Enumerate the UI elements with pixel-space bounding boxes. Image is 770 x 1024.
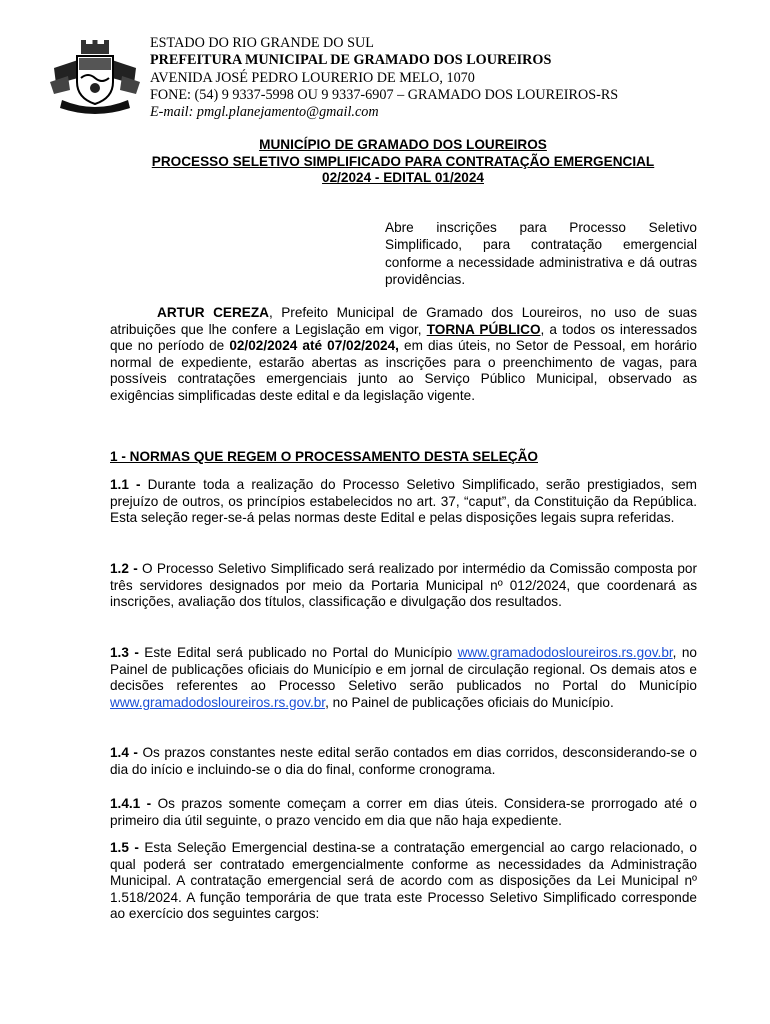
portal-link[interactable]: www.gramadodosloureiros.rs.gov.br (110, 694, 326, 710)
paragraph-number: 1.3 - (110, 645, 139, 660)
torna-publico: TORNA PÚBLICO (426, 321, 541, 337)
paragraph-1-2 (110, 561, 697, 611)
registration-period: 02/02/2024 até 07/02/2024, (229, 338, 399, 354)
intro-text-3: em dias úteis, no Setor de Pessoal, em horário normal de expediente, estarão abertas as inscrições para o preenchimento de vagas, para possíveis contratações emergenciais junto ao Serviço Público Municipal, observado as exigências simplificadas deste edital e da legislação vigente. (110, 338, 697, 403)
paragraph-text: Os prazos constantes neste edital serão contados em dias corridos, desconsiderando-se o dia do início e incluindo-se o dia do final, conforme cronograma. (110, 745, 697, 777)
letterhead-email: E-mail: pmgl.planejamento@gmail.com (150, 104, 379, 121)
paragraph-number: 1.2 - (110, 561, 138, 576)
title-line-2: PROCESSO SELETIVO SIMPLIFICADO PARA CONTRATAÇÃO EMERGENCIAL (151, 153, 655, 169)
letterhead (150, 35, 710, 121)
paragraph-1-4 (110, 745, 697, 778)
paragraph-text: Esta Seleção Emergencial destina-se a contratação emergencial ao cargo relacionado, o qual poderá ser contratado emergencialmente conforme as necessidades da Administração Municipal. A contratação emergencial será de acordo com as disposições da Lei Municipal nº 1.518/2024. A função temporária de que trata este Processo Seletivo Simplificado corresponde ao exercício dos seguintes cargos: (110, 840, 697, 922)
paragraph-number: 1.4 - (110, 745, 138, 760)
paragraph-1-3 (110, 645, 697, 711)
paragraph-text: Durante toda a realização do Processo Seletivo Simplificado, serão prestigiados, sem prejuízo de outros, os princípios estabelecidos no art. 37, “caput”, da Constituição da República. Esta seleção reger-se-á pelas normas deste Edital e pelas disposições legais supra referidas. (110, 477, 697, 526)
paragraph-text: Este Edital será publicado no Portal do Município (138, 645, 458, 660)
letterhead-prefeitura: PREFEITURA MUNICIPAL DE GRAMADO DOS LOUREIROS (150, 52, 552, 69)
paragraph-number: 1.5 - (110, 840, 139, 855)
municipal-coat-of-arms-icon (48, 38, 142, 116)
letterhead-address: AVENIDA JOSÉ PEDRO LOURERIO DE MELO, 1070 (150, 69, 475, 86)
paragraph-1-4-1 (110, 796, 697, 829)
mayor-name: ARTUR CEREZA (157, 305, 269, 320)
paragraph-number: 1.1 - (110, 477, 141, 492)
title-line-1: MUNICÍPIO DE GRAMADO DOS LOUREIROS (259, 137, 547, 152)
letterhead-state: ESTADO DO RIO GRANDE DO SUL (150, 35, 374, 51)
portal-link[interactable]: www.gramadodosloureiros.rs.gov.br (457, 645, 673, 660)
paragraph-text: O Processo Seletivo Simplificado será realizado por intermédio da Comissão composta por três servidores designados por meio da Portaria Municipal nº 012/2024, que coordenará as inscrições, avaliação dos títulos, classificação e divulgação dos resultados. (110, 561, 697, 610)
section-1-title: 1 - NORMAS QUE REGEM O PROCESSAMENTO DESTA SELEÇÃO (110, 449, 538, 464)
letterhead-phone: FONE: (54) 9 9337-5998 OU 9 9337-6907 – GRAMADO DOS LOUREIROS-RS (150, 86, 619, 103)
paragraph-1-5 (110, 840, 697, 923)
intro-text-1: , Prefeito Municipal de Gramado dos Loureiros, no uso de suas atribuições que lhe confere a Legislação em vigor, (110, 305, 697, 337)
ementa-summary: Abre inscrições para Processo Seletivo Simplificado, para contratação emergencial conforme a necessidade administrativa e dá outras providências. (385, 220, 697, 288)
paragraph-number: 1.4.1 - (110, 796, 152, 811)
document-title (110, 137, 696, 187)
paragraph-text: Os prazos somente começam a correr em dias úteis. Considera-se prorrogado até o primeiro dia útil seguinte, o prazo vencido em dia que não haja expediente. (110, 796, 697, 828)
title-line-3: 02/2024 - EDITAL 01/2024 (322, 170, 484, 186)
paragraph-1-1 (110, 477, 697, 527)
intro-text-2: , a todos os interessados que no período de (110, 321, 697, 354)
intro-paragraph (110, 305, 697, 405)
paragraph-text: , no Painel de publicações oficiais do Município. (325, 694, 614, 710)
paragraph-text: , no Painel de publicações oficiais do Município e em jornal de circulação regional. Os demais atos e decisões referentes ao Processo Seletivo serão publicados no Portal do Município (110, 645, 697, 694)
